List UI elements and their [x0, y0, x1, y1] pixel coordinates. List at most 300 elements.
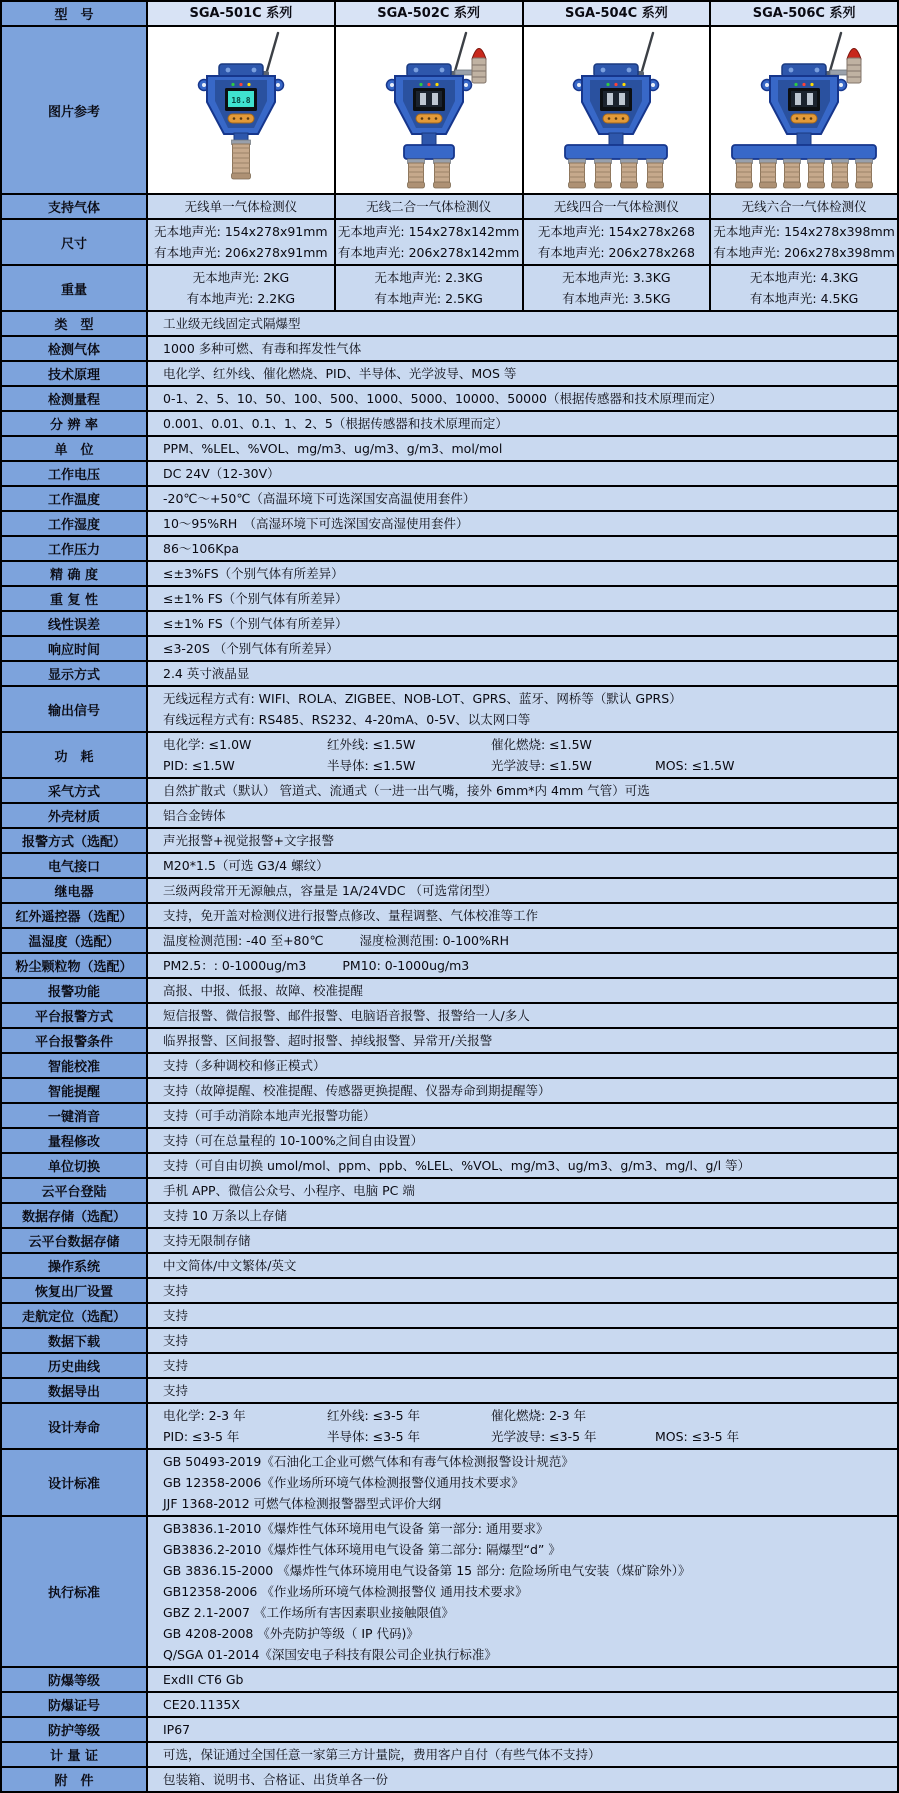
- row-label-text: 检测量程: [47, 393, 100, 408]
- value-cell: [148, 537, 897, 560]
- spec-row-output-signal: [2, 687, 897, 733]
- value-line: ExdII CT6 Gb: [163, 1672, 244, 1687]
- sensor-barrel-icon: [595, 159, 612, 188]
- value-line: 无线远程方式有: WIFI、ROLA、ZIGBEE、NOB-LOT、GPRS、蓝牙、网桥等（默认 GPRS）: [163, 691, 682, 706]
- value-cell: [148, 1029, 897, 1052]
- value-line: 声光报警+视觉报警+文字报警: [163, 833, 334, 848]
- row-label-electrical-port: [2, 854, 148, 877]
- value-cell: [148, 979, 897, 1002]
- spec-row-one-key-mute: [2, 1104, 897, 1129]
- value-line: 无本地声光: 4.3KG: [749, 270, 859, 285]
- manifold: [732, 145, 876, 159]
- value-line: Q/SGA 01-2014《深国安电子科技有限公司企业执行标准》: [163, 1647, 497, 1662]
- row-label-text: 工作压力: [47, 543, 100, 558]
- value-cell: [148, 733, 897, 777]
- row-label-text: 平台报警条件: [34, 1035, 113, 1050]
- value-cell-col-2: [524, 2, 712, 25]
- row-label-technology: [2, 362, 148, 385]
- row-cells: [148, 195, 897, 218]
- row-label-cloud-storage: [2, 1229, 148, 1252]
- value-line: 无线单一气体检测仪: [184, 199, 298, 214]
- value-line: 支持（可手动消除本地声光报警功能）: [163, 1108, 376, 1123]
- value-line: 支持: [163, 1333, 189, 1348]
- row-cells: [148, 362, 897, 385]
- row-label-text: 设计寿命: [47, 1420, 100, 1436]
- spec-row-range-modify: [2, 1129, 897, 1154]
- row-label-text: 历史曲线: [47, 1360, 100, 1375]
- value-segment: MOS: ≤3-5 年: [655, 1429, 740, 1444]
- value-segment: 温度检测范围: -40 至+80℃: [163, 933, 324, 948]
- spec-row-design-life: [2, 1404, 897, 1450]
- row-label-accuracy: [2, 562, 148, 585]
- row-cells: [148, 562, 897, 585]
- value-line: 短信报警、微信报警、邮件报警、电脑语音报警、报警给一人/多人: [163, 1008, 530, 1023]
- row-label-text: 附 件: [54, 1774, 94, 1789]
- value-line: 可选，保证通过全国任意一家第三方计量院，费用客户自付（有些气体不支持）: [163, 1747, 601, 1762]
- spec-row-os: [2, 1254, 897, 1279]
- spec-row-weight: [2, 266, 897, 312]
- value-line: 支持无限制存储: [163, 1233, 251, 1248]
- value-line: SGA-501C 系列: [189, 6, 293, 21]
- spec-row-alarm-functions: [2, 979, 897, 1004]
- row-cells: [148, 1450, 897, 1515]
- value-segment: 红外线: ≤3-5 年: [327, 1408, 421, 1423]
- row-cells: [148, 1254, 897, 1277]
- row-label-text: 云平台数据存储: [28, 1235, 120, 1250]
- sensor-barrel-icon: [856, 159, 873, 188]
- row-label-text: 执行标准: [47, 1586, 100, 1601]
- value-cell-col-3: [711, 266, 897, 310]
- row-label-repeatability: [2, 587, 148, 610]
- value-line: 无线四合一气体检测仪: [553, 199, 679, 214]
- value-line: CE20.1135X: [163, 1697, 240, 1712]
- row-cells: [148, 1079, 897, 1102]
- row-label-text: 量程修改: [47, 1135, 100, 1150]
- value-cell-col-1: [336, 2, 524, 25]
- value-cell-col-0: [148, 195, 336, 218]
- row-cells: [148, 1054, 897, 1077]
- value-cell: [148, 612, 897, 635]
- value-line: [163, 755, 891, 776]
- row-label-accessories: [2, 1768, 148, 1791]
- image-cell-sga-506c: [711, 27, 897, 193]
- row-cells: [148, 1768, 897, 1791]
- svg-text:18.8: 18.8: [231, 96, 251, 105]
- value-cell: [148, 1304, 897, 1327]
- row-label-text: 一键消音: [47, 1110, 100, 1125]
- value-line: SGA-502C 系列: [377, 6, 480, 21]
- value-line: GB3836.1-2010《爆炸性气体环境用电气设备 第一部分: 通用要求》: [163, 1521, 549, 1536]
- row-cells: [148, 979, 897, 1002]
- row-label-text: 防护等级: [47, 1724, 100, 1739]
- value-cell: [148, 1254, 897, 1277]
- row-label-response-time: [2, 637, 148, 660]
- value-cell: [148, 662, 897, 685]
- row-label-history-curve: [2, 1354, 148, 1377]
- value-line: 无本地声光: 2KG: [192, 270, 290, 285]
- value-line: 高报、中报、低报、故障、校准提醒: [163, 983, 364, 998]
- row-label-pressure: [2, 537, 148, 560]
- value-line: 支持: [163, 1308, 189, 1323]
- value-segment: 催化燃烧: 2-3 年: [491, 1408, 587, 1423]
- row-label-text: 工作温度: [47, 493, 100, 508]
- value-line: 1000 多种可燃、有毒和挥发性气体: [163, 341, 362, 356]
- spec-row-ir-remote: [2, 904, 897, 929]
- row-cells: [148, 1354, 897, 1377]
- spec-row-repeatability: [2, 587, 897, 612]
- value-cell: [148, 1179, 897, 1202]
- row-label-alarm-functions: [2, 979, 148, 1002]
- device-image-sga-501c: [147, 28, 335, 192]
- row-cells: [148, 1229, 897, 1252]
- value-cell-col-0: [148, 266, 336, 310]
- row-label-text: 工作电压: [47, 468, 100, 483]
- spec-row-explosion-class: [2, 1668, 897, 1693]
- row-label-dimensions: [2, 220, 148, 264]
- value-cell: [148, 437, 897, 460]
- row-cells: [148, 1329, 897, 1352]
- value-line: 铝合金铸体: [163, 808, 226, 823]
- value-cell: [148, 687, 897, 731]
- row-label-text: 智能提醒: [47, 1085, 100, 1100]
- image-cell-sga-501c: [148, 27, 336, 193]
- value-line: GB 4208-2008 《外壳防护等级（ IP 代码)》: [163, 1626, 419, 1641]
- row-label-explosion-cert: [2, 1693, 148, 1716]
- row-label-data-export: [2, 1379, 148, 1402]
- row-label-supported-gas: [2, 195, 148, 218]
- row-label-design-life: [2, 1404, 148, 1448]
- value-line: 2.4 英寸液晶显: [163, 666, 250, 681]
- row-cells: [148, 1204, 897, 1227]
- value-cell: [148, 1693, 897, 1716]
- spec-row-cloud-login: [2, 1179, 897, 1204]
- row-label-text: 检测气体: [47, 343, 100, 358]
- row-label-ir-remote: [2, 904, 148, 927]
- row-label-text: 精 确 度: [49, 568, 99, 583]
- row-label-text: 单 位: [54, 443, 94, 458]
- row-label-text: 功 耗: [54, 749, 94, 765]
- value-line: 10～95%RH （高湿环境下可选深国安高湿使用套件）: [163, 516, 469, 531]
- row-cells: [148, 904, 897, 927]
- value-segment: PM2.5：: 0-1000ug/m3: [163, 958, 307, 973]
- row-label-text: 继电器: [54, 885, 94, 900]
- value-segment: 半导体: ≤1.5W: [327, 758, 416, 773]
- spec-row-cloud-storage: [2, 1229, 897, 1254]
- value-cell: [148, 904, 897, 927]
- row-cells: [148, 1304, 897, 1327]
- row-label-text: 显示方式: [47, 668, 100, 683]
- value-cell: [148, 1379, 897, 1402]
- value-cell: [148, 1229, 897, 1252]
- value-line: 无本地声光: 154x278x398mm: [713, 224, 895, 239]
- row-label-resolution: [2, 412, 148, 435]
- value-line: GB 12358-2006《作业场所环境气体检测报警仪通用技术要求》: [163, 1475, 524, 1490]
- value-line: 有本地声光: 206x278x268: [537, 245, 695, 260]
- value-line: 支持（故障提醒、校准提醒、传感器更换提醒、仪器寿命到期提醒等）: [163, 1083, 551, 1098]
- spec-row-data-export: [2, 1379, 897, 1404]
- spec-row-design-standard: [2, 1450, 897, 1517]
- spec-row-explosion-cert: [2, 1693, 897, 1718]
- sensor-barrel-icon: [407, 159, 424, 188]
- value-cell-col-1: [336, 220, 524, 264]
- value-cell: [148, 929, 897, 952]
- value-cell: [148, 387, 897, 410]
- row-cells: [148, 537, 897, 560]
- row-cells: [148, 733, 897, 777]
- value-line: 支持（可自由切换 umol/mol、ppm、ppb、%LEL、%VOL、mg/m3、ug/m3、g/m3、mg/l、g/l 等）: [163, 1158, 751, 1173]
- spec-row-platform-alarm-condition: [2, 1029, 897, 1054]
- sensor-barrel-icon: [433, 159, 450, 188]
- row-label-humidity: [2, 512, 148, 535]
- row-label-text: 线性误差: [47, 618, 100, 633]
- device-image-sga-502c: [335, 28, 523, 192]
- value-cell-col-0: [148, 2, 336, 25]
- spec-row-data-download: [2, 1329, 897, 1354]
- value-line: 有本地声光: 206x278x142mm: [337, 245, 520, 260]
- row-label-text: 输出信号: [47, 703, 100, 719]
- row-label-text: 类 型: [54, 318, 94, 333]
- value-line: 有本地声光: 2.2KG: [186, 291, 296, 306]
- row-cells: [148, 854, 897, 877]
- value-cell: [148, 362, 897, 385]
- sensor-barrel-icon: [569, 159, 586, 188]
- value-cell: [148, 1054, 897, 1077]
- row-cells: [148, 1004, 897, 1027]
- row-label-text: 报警方式（选配）: [21, 835, 126, 850]
- value-line: 0.001、0.01、0.1、1、2、5（根据传感器和技术原理而定）: [163, 416, 508, 431]
- value-line: 支持: [163, 1283, 189, 1298]
- value-cell: [148, 954, 897, 977]
- value-cell: [148, 1079, 897, 1102]
- row-label-text: 分 辨 率: [49, 418, 99, 433]
- sensor-barrel-icon: [784, 159, 801, 188]
- row-label-navigation: [2, 1304, 148, 1327]
- row-label-text: 技术原理: [47, 368, 100, 383]
- value-cell: [148, 1354, 897, 1377]
- row-cells: [148, 27, 897, 193]
- value-cell: [148, 512, 897, 535]
- value-line: DC 24V（12-30V）: [163, 466, 280, 481]
- sensor-barrel-icon: [647, 159, 664, 188]
- value-cell-col-0: [148, 220, 336, 264]
- value-cell-col-2: [524, 266, 712, 310]
- row-label-text: 云平台登陆: [41, 1185, 107, 1200]
- value-line: 无本地声光: 154x278x91mm: [154, 224, 328, 239]
- row-label-text: 粉尘颗粒物（选配）: [15, 960, 133, 975]
- row-label-linearity: [2, 612, 148, 635]
- spec-row-execution-standard: [2, 1517, 897, 1668]
- row-cells: [148, 1693, 897, 1716]
- value-line: SGA-504C 系列: [565, 6, 668, 21]
- spec-row-alarm-mode: [2, 829, 897, 854]
- row-cells: [148, 687, 897, 731]
- row-cells: [148, 1743, 897, 1766]
- row-label-text: 重量: [60, 282, 87, 298]
- row-label-text: 工作湿度: [47, 518, 100, 533]
- value-line: [163, 734, 891, 755]
- row-label-relay: [2, 879, 148, 902]
- value-segment: 电化学: 2-3 年: [163, 1408, 246, 1423]
- value-line: IP67: [163, 1722, 191, 1737]
- row-label-model-header: [2, 2, 148, 25]
- spec-row-sampling: [2, 779, 897, 804]
- row-cells: [148, 1279, 897, 1302]
- value-segment: 光学波导: ≤1.5W: [491, 758, 592, 773]
- row-label-unit: [2, 437, 148, 460]
- value-cell: [148, 637, 897, 660]
- value-cell-col-3: [711, 2, 897, 25]
- value-segment: 电化学: ≤1.0W: [163, 737, 252, 752]
- sensor-barrel-icon: [621, 159, 638, 188]
- value-cell: [148, 1743, 897, 1766]
- device-image-sga-504c: [522, 28, 710, 192]
- value-segment: 湿度检测范围: 0-100%RH: [359, 933, 509, 948]
- row-cells: [148, 637, 897, 660]
- row-label-smart-calibration: [2, 1054, 148, 1077]
- row-cells: [148, 387, 897, 410]
- value-line: 有本地声光: 206x278x398mm: [713, 245, 895, 260]
- spec-row-response-time: [2, 637, 897, 662]
- value-cell: [148, 337, 897, 360]
- spec-row-dust-option: [2, 954, 897, 979]
- value-segment: PM10: 0-1000ug/m3: [342, 958, 470, 973]
- row-cells: [148, 487, 897, 510]
- manifold: [404, 145, 454, 159]
- value-line: 支持，免开盖对检测仪进行报警点修改、量程调整、气体校准等工作: [163, 908, 539, 923]
- row-cells: [148, 929, 897, 952]
- row-label-weight: [2, 266, 148, 310]
- row-cells: [148, 829, 897, 852]
- value-line: 工业级无线固定式隔爆型: [163, 316, 301, 331]
- value-line: GB12358-2006 《作业场所环境气体检测报警仪 通用技术要求》: [163, 1584, 528, 1599]
- row-label-voltage: [2, 462, 148, 485]
- value-segment: MOS: ≤1.5W: [655, 758, 735, 773]
- row-cells: [148, 512, 897, 535]
- value-line: 无线六合一气体检测仪: [741, 199, 867, 214]
- row-label-platform-alarm-mode: [2, 1004, 148, 1027]
- spec-row-type: [2, 312, 897, 337]
- value-cell: [148, 829, 897, 852]
- spec-row-voltage: [2, 462, 897, 487]
- value-line: 自然扩散式（默认） 管道式、流通式（一进一出气嘴，接外 6mm*内 4mm 气管）可选: [163, 783, 650, 798]
- row-cells: [148, 1718, 897, 1741]
- row-label-one-key-mute: [2, 1104, 148, 1127]
- value-line: ≤3-20S （个别气体有所差异）: [163, 641, 339, 656]
- row-label-text: 重 复 性: [49, 593, 99, 608]
- value-line: ≤±3%FS（个别气体有所差异）: [163, 566, 344, 581]
- value-line: 有本地声光: 206x278x91mm: [154, 245, 328, 260]
- row-label-housing: [2, 804, 148, 827]
- value-segment: 红外线: ≤1.5W: [327, 737, 416, 752]
- row-label-protection-class: [2, 1718, 148, 1741]
- spec-row-smart-calibration: [2, 1054, 897, 1079]
- row-label-platform-alarm-condition: [2, 1029, 148, 1052]
- value-cell: [148, 879, 897, 902]
- row-label-text: 报警功能: [47, 985, 100, 1000]
- value-cell: [148, 854, 897, 877]
- value-cell: [148, 1517, 897, 1666]
- value-line: M20*1.5（可选 G3/4 螺纹）: [163, 858, 329, 873]
- row-label-detected-gas: [2, 337, 148, 360]
- value-line: 无本地声光: 154x278x142mm: [337, 224, 520, 239]
- value-line: 支持: [163, 1358, 189, 1373]
- row-cells: [148, 779, 897, 802]
- spec-row-temp-humidity-option: [2, 929, 897, 954]
- value-line: ≤±1% FS（个别气体有所差异）: [163, 616, 348, 631]
- spec-row-navigation: [2, 1304, 897, 1329]
- row-cells: [148, 2, 897, 25]
- sensor-barrel-icon: [231, 140, 250, 179]
- row-label-text: 支持气体: [47, 201, 100, 216]
- row-label-text: 外壳材质: [47, 810, 100, 825]
- value-line: 电化学、红外线、催化燃烧、PID、半导体、光学波导、MOS 等: [163, 366, 517, 381]
- row-label-sampling: [2, 779, 148, 802]
- spec-row-model-header: [2, 2, 897, 27]
- row-label-type: [2, 312, 148, 335]
- row-label-text: 数据下载: [47, 1335, 100, 1350]
- row-cells: [148, 1404, 897, 1448]
- row-cells: [148, 879, 897, 902]
- value-cell: [148, 1668, 897, 1691]
- row-cells: [148, 1029, 897, 1052]
- manifold: [565, 145, 667, 159]
- spec-row-detected-gas: [2, 337, 897, 362]
- row-label-factory-reset: [2, 1279, 148, 1302]
- row-cells: [148, 1179, 897, 1202]
- row-label-design-standard: [2, 1450, 148, 1515]
- row-label-metrology-cert: [2, 1743, 148, 1766]
- sensor-barrel-icon: [760, 159, 777, 188]
- row-label-text: 走航定位（选配）: [21, 1310, 126, 1325]
- value-segment: 半导体: ≤3-5 年: [327, 1429, 421, 1444]
- spec-row-accessories: [2, 1768, 897, 1791]
- row-label-text: 电气接口: [47, 860, 100, 875]
- value-line: 手机 APP、微信公众号、小程序、电脑 PC 端: [163, 1183, 415, 1198]
- row-cells: [148, 1517, 897, 1666]
- row-label-text: 型 号: [54, 8, 94, 23]
- spec-row-display: [2, 662, 897, 687]
- row-cells: [148, 1129, 897, 1152]
- value-line: 无线二合一气体检测仪: [366, 199, 492, 214]
- value-segment: 光学波导: ≤3-5 年: [491, 1429, 597, 1444]
- spec-row-smart-reminder: [2, 1079, 897, 1104]
- row-cells: [148, 220, 897, 264]
- row-label-text: 恢复出厂设置: [34, 1285, 113, 1300]
- sensor-barrel-icon: [736, 159, 753, 188]
- value-cell: [148, 779, 897, 802]
- row-cells: [148, 462, 897, 485]
- spec-row-factory-reset: [2, 1279, 897, 1304]
- value-cell: [148, 487, 897, 510]
- row-label-text: 响应时间: [47, 643, 100, 658]
- value-cell: [148, 562, 897, 585]
- value-line: 有本地声光: 2.5KG: [374, 291, 483, 306]
- value-line: 0-1、2、5、10、50、100、500、1000、5000、10000、50000（根据传感器和技术原理而定）: [163, 391, 723, 406]
- value-cell: [148, 1154, 897, 1177]
- spec-row-history-curve: [2, 1354, 897, 1379]
- value-cell: [148, 462, 897, 485]
- value-cell: [148, 1450, 897, 1515]
- value-cell: [148, 587, 897, 610]
- row-label-explosion-class: [2, 1668, 148, 1691]
- row-label-text: 平台报警方式: [34, 1010, 113, 1025]
- spec-row-protection-class: [2, 1718, 897, 1743]
- value-segment: PID: ≤1.5W: [163, 758, 235, 773]
- row-label-text: 防爆证号: [47, 1699, 100, 1714]
- value-line: 有线远程方式有: RS485、RS232、4-20mA、0-5V、以太网口等: [163, 712, 531, 727]
- row-cells: [148, 662, 897, 685]
- spec-row-unit-switch: [2, 1154, 897, 1179]
